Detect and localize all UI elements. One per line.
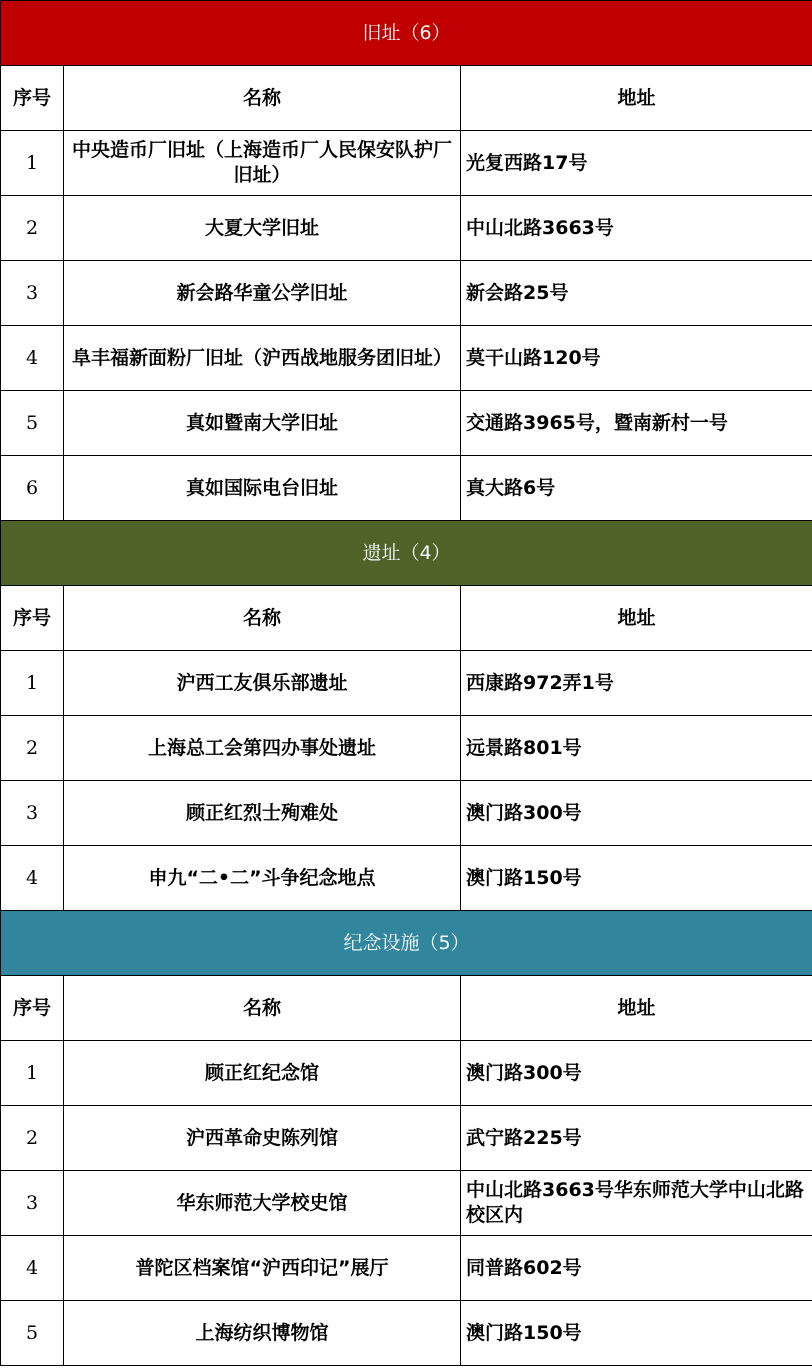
row-num: 4 [1, 326, 64, 391]
section-title: 纪念设施（5） [1, 911, 812, 976]
row-name: 中央造币厂旧址（上海造币厂人民保安队护厂旧址） [64, 131, 461, 196]
header-name: 名称 [64, 586, 461, 651]
row-num: 6 [1, 456, 64, 521]
column-header-row [1, 66, 812, 131]
row-name: 阜丰福新面粉厂旧址（沪西战地服务团旧址） [64, 326, 461, 391]
row-name: 新会路华童公学旧址 [64, 261, 461, 326]
row-name: 华东师范大学校史馆 [64, 1171, 461, 1236]
row-address: 澳门路300号 [461, 1041, 812, 1106]
row-num: 3 [1, 781, 64, 846]
table-row [1, 781, 812, 846]
section-title: 旧址（6） [1, 1, 812, 66]
row-address: 莫干山路120号 [461, 326, 812, 391]
header-address: 地址 [461, 66, 812, 131]
table-row [1, 1041, 812, 1106]
row-num: 5 [1, 391, 64, 456]
row-address: 真大路6号 [461, 456, 812, 521]
header-address: 地址 [461, 976, 812, 1041]
row-name: 沪西革命史陈列馆 [64, 1106, 461, 1171]
table-row [1, 131, 812, 196]
row-num: 3 [1, 261, 64, 326]
table-row [1, 326, 812, 391]
header-name: 名称 [64, 66, 461, 131]
row-address: 光复西路17号 [461, 131, 812, 196]
row-address: 中山北路3663号 [461, 196, 812, 261]
row-num: 2 [1, 1106, 64, 1171]
table-row [1, 846, 812, 911]
header-address: 地址 [461, 586, 812, 651]
row-name: 上海总工会第四办事处遗址 [64, 716, 461, 781]
table-row [1, 1171, 812, 1236]
column-header-row [1, 976, 812, 1041]
row-address: 同普路602号 [461, 1236, 812, 1301]
row-num: 1 [1, 131, 64, 196]
row-num: 2 [1, 196, 64, 261]
table-row [1, 261, 812, 326]
row-num: 4 [1, 1236, 64, 1301]
row-num: 1 [1, 651, 64, 716]
row-name: 普陀区档案馆“沪西印记”展厅 [64, 1236, 461, 1301]
row-name: 顾正红烈士殉难处 [64, 781, 461, 846]
row-address: 武宁路225号 [461, 1106, 812, 1171]
row-name: 真如国际电台旧址 [64, 456, 461, 521]
section-header-ruins [1, 521, 812, 586]
row-num: 5 [1, 1301, 64, 1366]
column-header-row [1, 586, 812, 651]
table-row [1, 456, 812, 521]
table-row [1, 716, 812, 781]
header-name: 名称 [64, 976, 461, 1041]
row-name: 顾正红纪念馆 [64, 1041, 461, 1106]
row-address: 新会路25号 [461, 261, 812, 326]
header-num: 序号 [1, 976, 64, 1041]
table-row [1, 196, 812, 261]
row-name: 沪西工友俱乐部遗址 [64, 651, 461, 716]
section-header-memorial-facilities [1, 911, 812, 976]
table-row [1, 1236, 812, 1301]
row-address: 澳门路150号 [461, 846, 812, 911]
section-title: 遗址（4） [1, 521, 812, 586]
row-num: 2 [1, 716, 64, 781]
row-address: 澳门路300号 [461, 781, 812, 846]
row-address: 中山北路3663号华东师范大学中山北路校区内 [461, 1171, 812, 1236]
row-name: 大夏大学旧址 [64, 196, 461, 261]
row-name: 上海纺织博物馆 [64, 1301, 461, 1366]
header-num: 序号 [1, 66, 64, 131]
row-num: 3 [1, 1171, 64, 1236]
row-num: 4 [1, 846, 64, 911]
row-num: 1 [1, 1041, 64, 1106]
row-address: 西康路972弄1号 [461, 651, 812, 716]
header-num: 序号 [1, 586, 64, 651]
section-header-former-sites [1, 1, 812, 66]
row-name: 真如暨南大学旧址 [64, 391, 461, 456]
row-address: 远景路801号 [461, 716, 812, 781]
table-row [1, 1106, 812, 1171]
row-address: 交通路3965号，暨南新村一号 [461, 391, 812, 456]
row-address: 澳门路150号 [461, 1301, 812, 1366]
table-row [1, 651, 812, 716]
row-name: 申九“二•二”斗争纪念地点 [64, 846, 461, 911]
table-row [1, 1301, 812, 1366]
table-row [1, 391, 812, 456]
